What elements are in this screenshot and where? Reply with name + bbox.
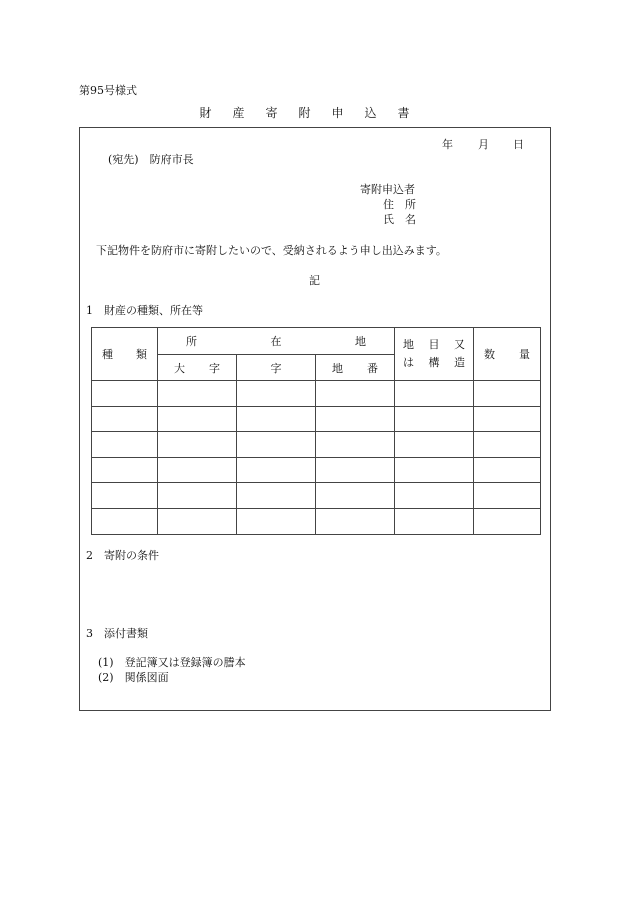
table-cell[interactable] <box>474 406 541 432</box>
body-text: 下記物件を防府市に寄附したいので、受納されるよう申し出込みます。 <box>96 244 447 257</box>
subheader-aza: 字 <box>237 355 316 381</box>
table-cell[interactable] <box>158 406 237 432</box>
section-2-heading: 2 寄附の条件 <box>86 549 159 562</box>
table-cell[interactable] <box>92 406 158 432</box>
table-cell[interactable] <box>316 457 395 483</box>
subheader-chiban: 地 番 <box>316 355 395 381</box>
section-1-heading: 1 財産の種類、所在等 <box>86 304 203 317</box>
table-cell[interactable] <box>474 381 541 407</box>
table-cell[interactable] <box>395 432 474 458</box>
table-row <box>92 381 541 407</box>
table-cell[interactable] <box>237 457 316 483</box>
table-cell[interactable] <box>92 457 158 483</box>
date-day-label: 日 <box>513 138 524 151</box>
header-quantity: 数 量 <box>474 328 541 381</box>
table-row <box>92 508 541 534</box>
table-cell[interactable] <box>316 483 395 509</box>
table-cell[interactable] <box>237 381 316 407</box>
applicant-name-label: 氏 名 <box>383 213 416 226</box>
ki-label: 記 <box>309 274 320 287</box>
table-cell[interactable] <box>92 483 158 509</box>
header-type: 種 類 <box>92 328 158 381</box>
table-cell[interactable] <box>237 508 316 534</box>
table-row <box>92 483 541 509</box>
table-row <box>92 432 541 458</box>
table-cell[interactable] <box>92 508 158 534</box>
document-title: 財産寄附申込書 <box>199 106 431 120</box>
form-number: 第95号様式 <box>79 84 137 97</box>
table-cell[interactable] <box>237 406 316 432</box>
subheader-oaza: 大 字 <box>158 355 237 381</box>
header-location: 所 在 地 <box>158 328 395 355</box>
table-cell[interactable] <box>237 432 316 458</box>
table-cell[interactable] <box>474 457 541 483</box>
table-cell[interactable] <box>237 483 316 509</box>
table-row <box>92 457 541 483</box>
attachment-item: (2) 関係図面 <box>98 671 169 684</box>
header-chimoku: 地 目 又 は 構 造 <box>395 328 474 381</box>
date-year-label: 年 <box>442 138 453 151</box>
table-cell[interactable] <box>158 432 237 458</box>
table-cell[interactable] <box>316 406 395 432</box>
date-month-label: 月 <box>478 138 489 151</box>
table-cell[interactable] <box>158 508 237 534</box>
table-cell[interactable] <box>158 483 237 509</box>
property-table <box>91 327 541 535</box>
table-cell[interactable] <box>395 483 474 509</box>
table-cell[interactable] <box>395 381 474 407</box>
table-cell[interactable] <box>474 432 541 458</box>
attachment-item: (1) 登記簿又は登録簿の謄本 <box>98 656 246 669</box>
table-cell[interactable] <box>316 381 395 407</box>
table-cell[interactable] <box>158 381 237 407</box>
addressee: (宛先) 防府市長 <box>108 153 194 166</box>
table-cell[interactable] <box>395 508 474 534</box>
table-cell[interactable] <box>92 432 158 458</box>
table-cell[interactable] <box>158 457 237 483</box>
table-cell[interactable] <box>395 406 474 432</box>
section-3-heading: 3 添付書類 <box>86 627 148 640</box>
applicant-address-label: 住 所 <box>383 198 416 211</box>
table-cell[interactable] <box>316 508 395 534</box>
table-cell[interactable] <box>474 508 541 534</box>
table-row <box>92 406 541 432</box>
table-cell[interactable] <box>92 381 158 407</box>
table-cell[interactable] <box>395 457 474 483</box>
table-cell[interactable] <box>316 432 395 458</box>
table-cell[interactable] <box>474 483 541 509</box>
applicant-heading: 寄附申込者 <box>360 183 415 196</box>
